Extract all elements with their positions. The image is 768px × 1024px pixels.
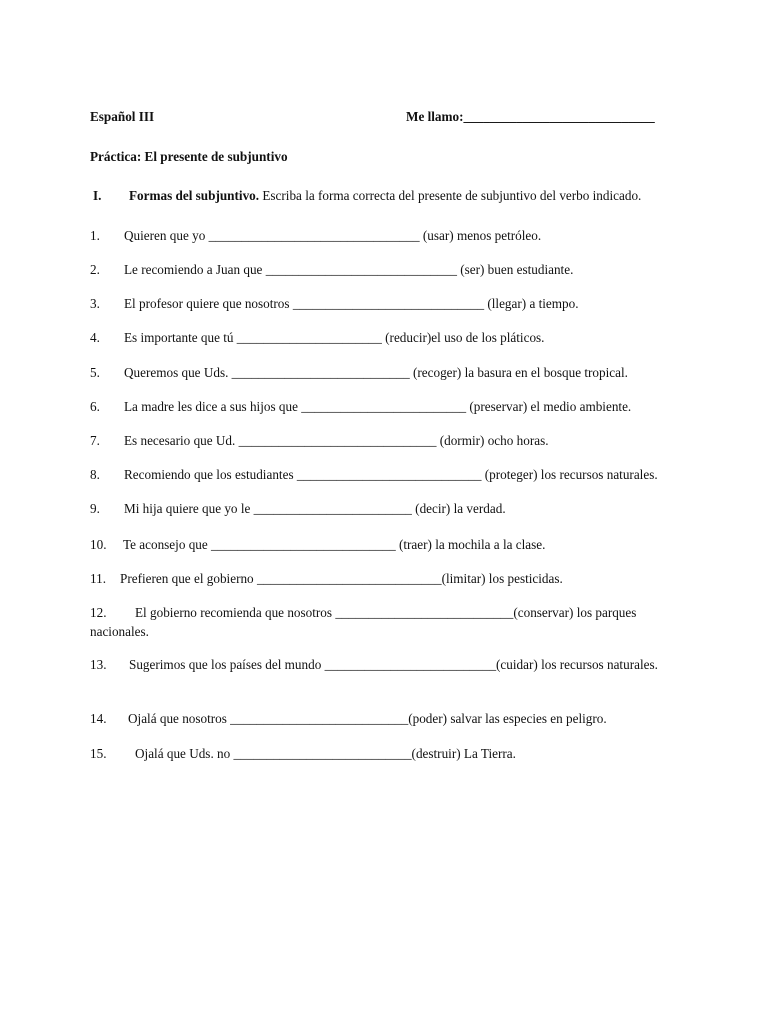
item-number: 15. (90, 746, 107, 761)
exercise-item (90, 655, 680, 674)
exercise-item (90, 363, 680, 382)
exercise-item (90, 709, 680, 728)
exercise-item (90, 260, 680, 279)
item-number: 1. (90, 228, 100, 243)
item-text: Te aconsejo que ____________________________ (traer) la mochila a la clase. (123, 537, 546, 552)
item-text: Sugerimos que los países del mundo __________________________(cuidar) los recursos naturales. (129, 657, 658, 672)
item-number: 3. (90, 296, 100, 311)
exercise-item (90, 603, 680, 641)
item-number: 11. (90, 571, 106, 586)
item-number: 14. (90, 711, 107, 726)
section-title: Formas del subjuntivo. (129, 188, 260, 203)
item-text: Recomiendo que los estudiantes ____________________________ (proteger) los recursos naturales. (124, 467, 658, 482)
item-text: Prefieren que el gobierno ____________________________(limitar) los pesticidas. (120, 571, 563, 586)
section-heading (93, 188, 641, 204)
exercise-item (90, 465, 680, 484)
item-number: 7. (90, 433, 100, 448)
item-text: Mi hija quiere que yo le ________________________ (decir) la verdad. (124, 501, 506, 516)
item-text: Quieren que yo ________________________________ (usar) menos petróleo. (124, 228, 542, 243)
item-number: 6. (90, 399, 100, 414)
item-text: La madre les dice a sus hijos que _________________________ (preservar) el medio ambiente. (124, 399, 632, 414)
item-text: Es necesario que Ud. ______________________________ (dormir) ocho horas. (124, 433, 549, 448)
item-text: Queremos que Uds. ___________________________ (recoger) la basura en el bosque tropical. (124, 365, 628, 380)
course-title: Español III (90, 109, 155, 124)
section-instructions: Escriba la forma correcta del presente de subjuntivo del verbo indicado. (262, 188, 642, 203)
section-numeral: I. (93, 188, 102, 203)
item-text: Ojalá que Uds. no ___________________________(destruir) La Tierra. (135, 746, 516, 761)
item-number: 10. (90, 537, 107, 552)
exercise-item (90, 535, 680, 554)
item-number: 9. (90, 501, 100, 516)
exercise-item (90, 431, 680, 450)
exercise-item (90, 328, 680, 347)
item-number: 8. (90, 467, 100, 482)
item-text: El profesor quiere que nosotros _____________________________ (llegar) a tiempo. (124, 296, 579, 311)
item-number: 4. (90, 330, 100, 345)
item-number: 5. (90, 365, 100, 380)
item-text: El gobierno recomienda que nosotros ___________________________(conservar) los parques nacionales. (90, 605, 637, 639)
item-text: Es importante que tú ______________________ (reducir)el uso de los pláticos. (124, 330, 545, 345)
exercise-item (90, 397, 680, 416)
item-text: Le recomiendo a Juan que _____________________________ (ser) buen estudiante. (124, 262, 574, 277)
item-text: Ojalá que nosotros ___________________________(poder) salvar las especies en peligro. (128, 711, 607, 726)
worksheet-title: Práctica: El presente de subjuntivo (90, 149, 288, 164)
item-number: 2. (90, 262, 100, 277)
exercise-item (90, 569, 680, 588)
item-number: 12. (90, 605, 107, 620)
exercise-item (90, 499, 680, 518)
name-field-label: Me llamo:_____________________________ (406, 109, 655, 124)
exercise-item (90, 294, 680, 313)
exercise-item (90, 226, 680, 245)
exercise-item (90, 744, 680, 763)
item-number: 13. (90, 657, 107, 672)
